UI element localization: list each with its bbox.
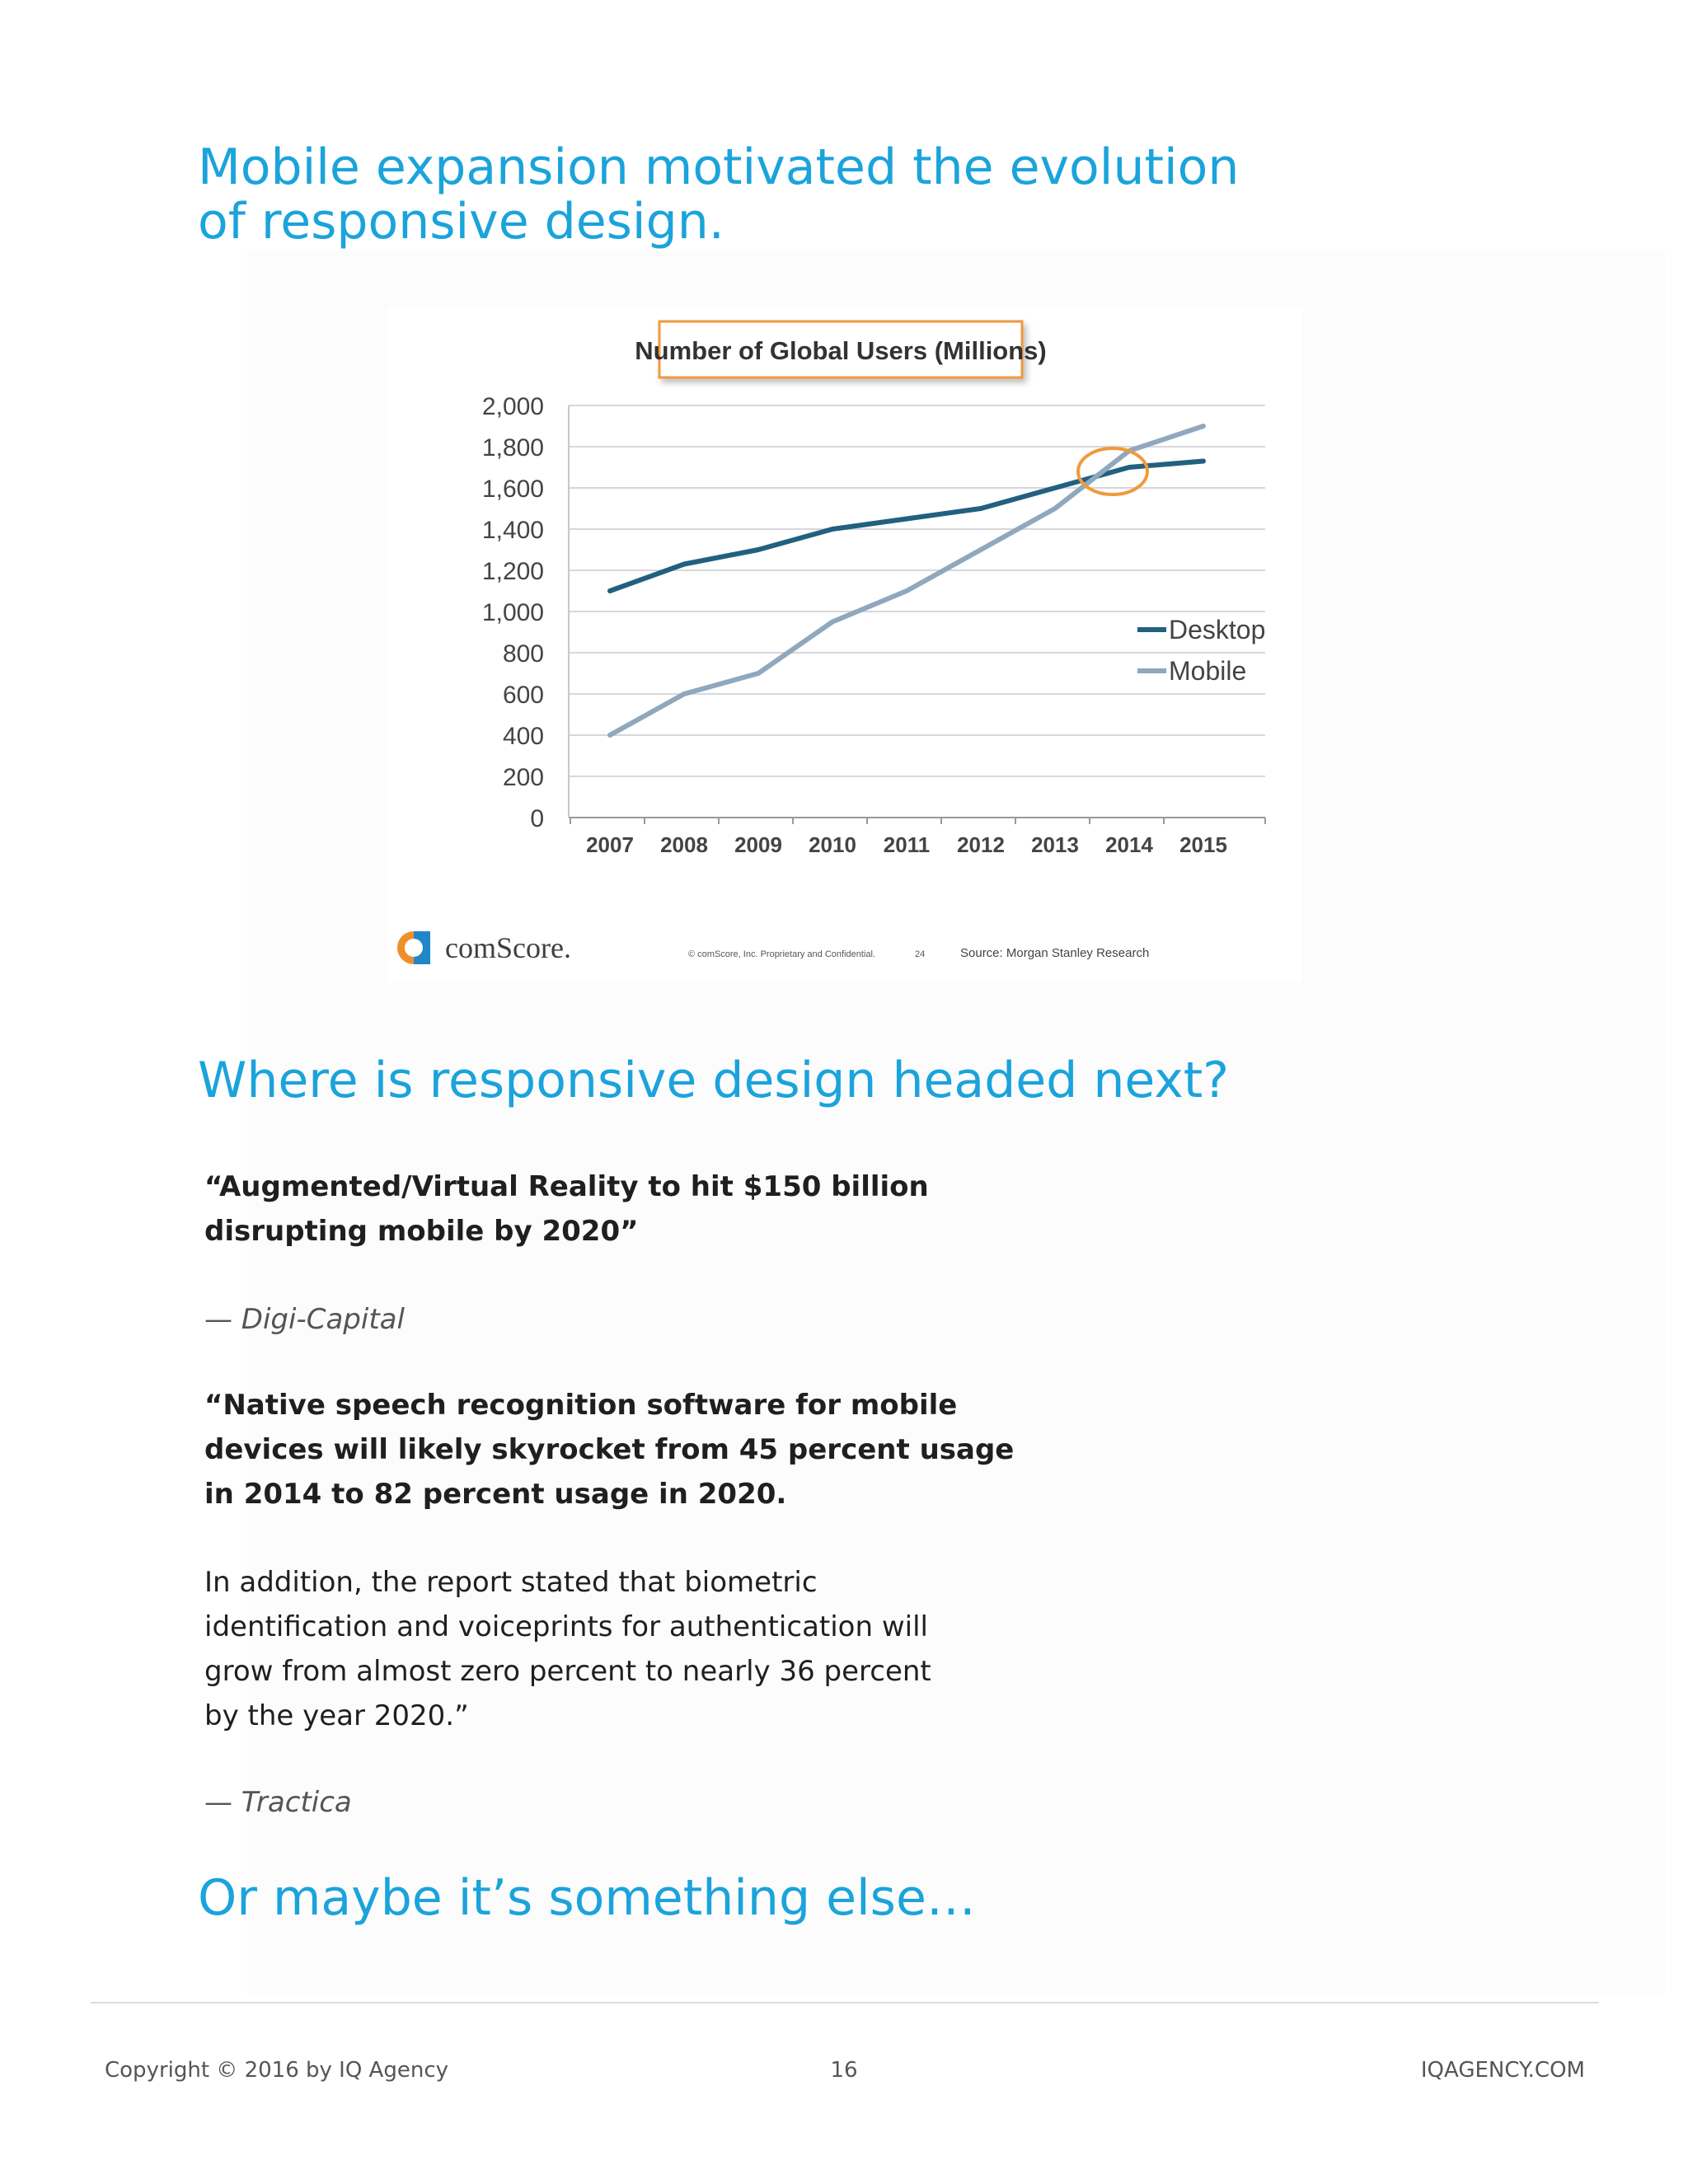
data-point-mobile [758, 673, 759, 674]
data-point-desktop [1203, 461, 1204, 462]
y-tick-label: 2,000 [481, 393, 544, 420]
comscore-brand-text: comScore. [445, 931, 571, 964]
legend-label: Desktop [1169, 615, 1266, 644]
data-point-desktop [610, 591, 611, 592]
y-tick-label: 400 [502, 723, 544, 750]
chart-title [635, 321, 1047, 377]
quote-line: devices will likely skyrocket from 45 percent usage [204, 1433, 1015, 1466]
footer-site-link[interactable]: IQAGENCY.COM [1420, 2058, 1585, 2083]
data-point-mobile [610, 735, 611, 736]
y-tick-label: 600 [502, 682, 544, 709]
quote-line: grow from almost zero percent to nearly 36 percent [204, 1655, 931, 1688]
quote-line: “Augmented/Virtual Reality to hit $150 billion [204, 1170, 929, 1203]
data-point-mobile [1203, 426, 1204, 427]
comscore-logo [397, 931, 571, 964]
footer-copyright: Copyright © 2016 by IQ Agency [105, 2058, 449, 2083]
quote-attribution: — Digi-Capital [204, 1303, 405, 1336]
data-point-mobile [981, 550, 982, 551]
page-title-line-2: of responsive design. [198, 193, 724, 251]
data-point-mobile [832, 621, 833, 622]
slide-number: 24 [915, 949, 926, 959]
y-tick-label: 1,800 [481, 434, 544, 462]
y-tick-label: 0 [530, 805, 544, 832]
y-tick-label: 1,600 [481, 476, 544, 503]
quote-line-text: by the year 2020.” [204, 1699, 469, 1732]
y-tick-label: 1,200 [481, 558, 544, 585]
data-point-desktop [684, 564, 685, 565]
comscore-logo-mark-hole [405, 939, 423, 957]
quote-line: In addition, the report stated that biometric [204, 1566, 818, 1599]
quote-digi-capital [204, 1165, 1029, 1254]
quote-line [204, 1694, 1029, 1738]
y-tick-label: 200 [502, 764, 544, 791]
data-point-mobile [684, 694, 685, 695]
source-note: Source: Morgan Stanley Research [960, 946, 1150, 960]
quote-line: in 2014 to 82 percent usage in 2020. [204, 1478, 787, 1511]
quote-tractica-paragraph [204, 1560, 1029, 1738]
section-heading-else: Or maybe it’s something else… [198, 1869, 976, 1927]
x-tick-label: 2012 [957, 832, 1005, 857]
y-tick-label: 800 [502, 640, 544, 668]
x-tick-label: 2010 [809, 832, 856, 857]
chart-title-text: Number of Global Users (Millions) [635, 336, 1047, 365]
quote-tractica [204, 1383, 1029, 1516]
x-tick-label: 2013 [1031, 832, 1079, 857]
x-tick-label: 2009 [734, 832, 782, 857]
x-tick-label: 2015 [1179, 832, 1227, 857]
data-point-desktop [832, 529, 833, 530]
quote-line: identification and voiceprints for authentication will [204, 1610, 928, 1643]
section-heading-next: Where is responsive design headed next? [198, 1052, 1230, 1109]
x-tick-label: 2011 [883, 832, 931, 857]
y-tick-label: 1,000 [481, 599, 544, 626]
footer-divider [91, 2002, 1599, 2004]
x-tick-label: 2014 [1105, 832, 1153, 857]
quote-attribution: — Tractica [204, 1786, 352, 1819]
y-tick-label: 1,400 [481, 517, 544, 544]
data-point-desktop [758, 550, 759, 551]
data-point-desktop [1055, 488, 1056, 489]
legend-label: Mobile [1169, 656, 1247, 686]
x-tick-label: 2007 [586, 832, 634, 857]
users-chart [387, 307, 1302, 982]
footer-page-number: 16 [830, 2058, 858, 2083]
quote-line: “Native speech recognition software for mobile [204, 1389, 958, 1422]
quote-line: disrupting mobile by 2020” [204, 1215, 639, 1248]
data-point-desktop [1129, 467, 1130, 468]
page-title [198, 140, 1239, 249]
page-title-line-1: Mobile expansion motivated the evolution [198, 138, 1240, 196]
confidential-note: © comScore, Inc. Proprietary and Confidential. [688, 949, 875, 959]
x-tick-label: 2008 [660, 832, 708, 857]
users-chart-svg [387, 307, 1302, 982]
